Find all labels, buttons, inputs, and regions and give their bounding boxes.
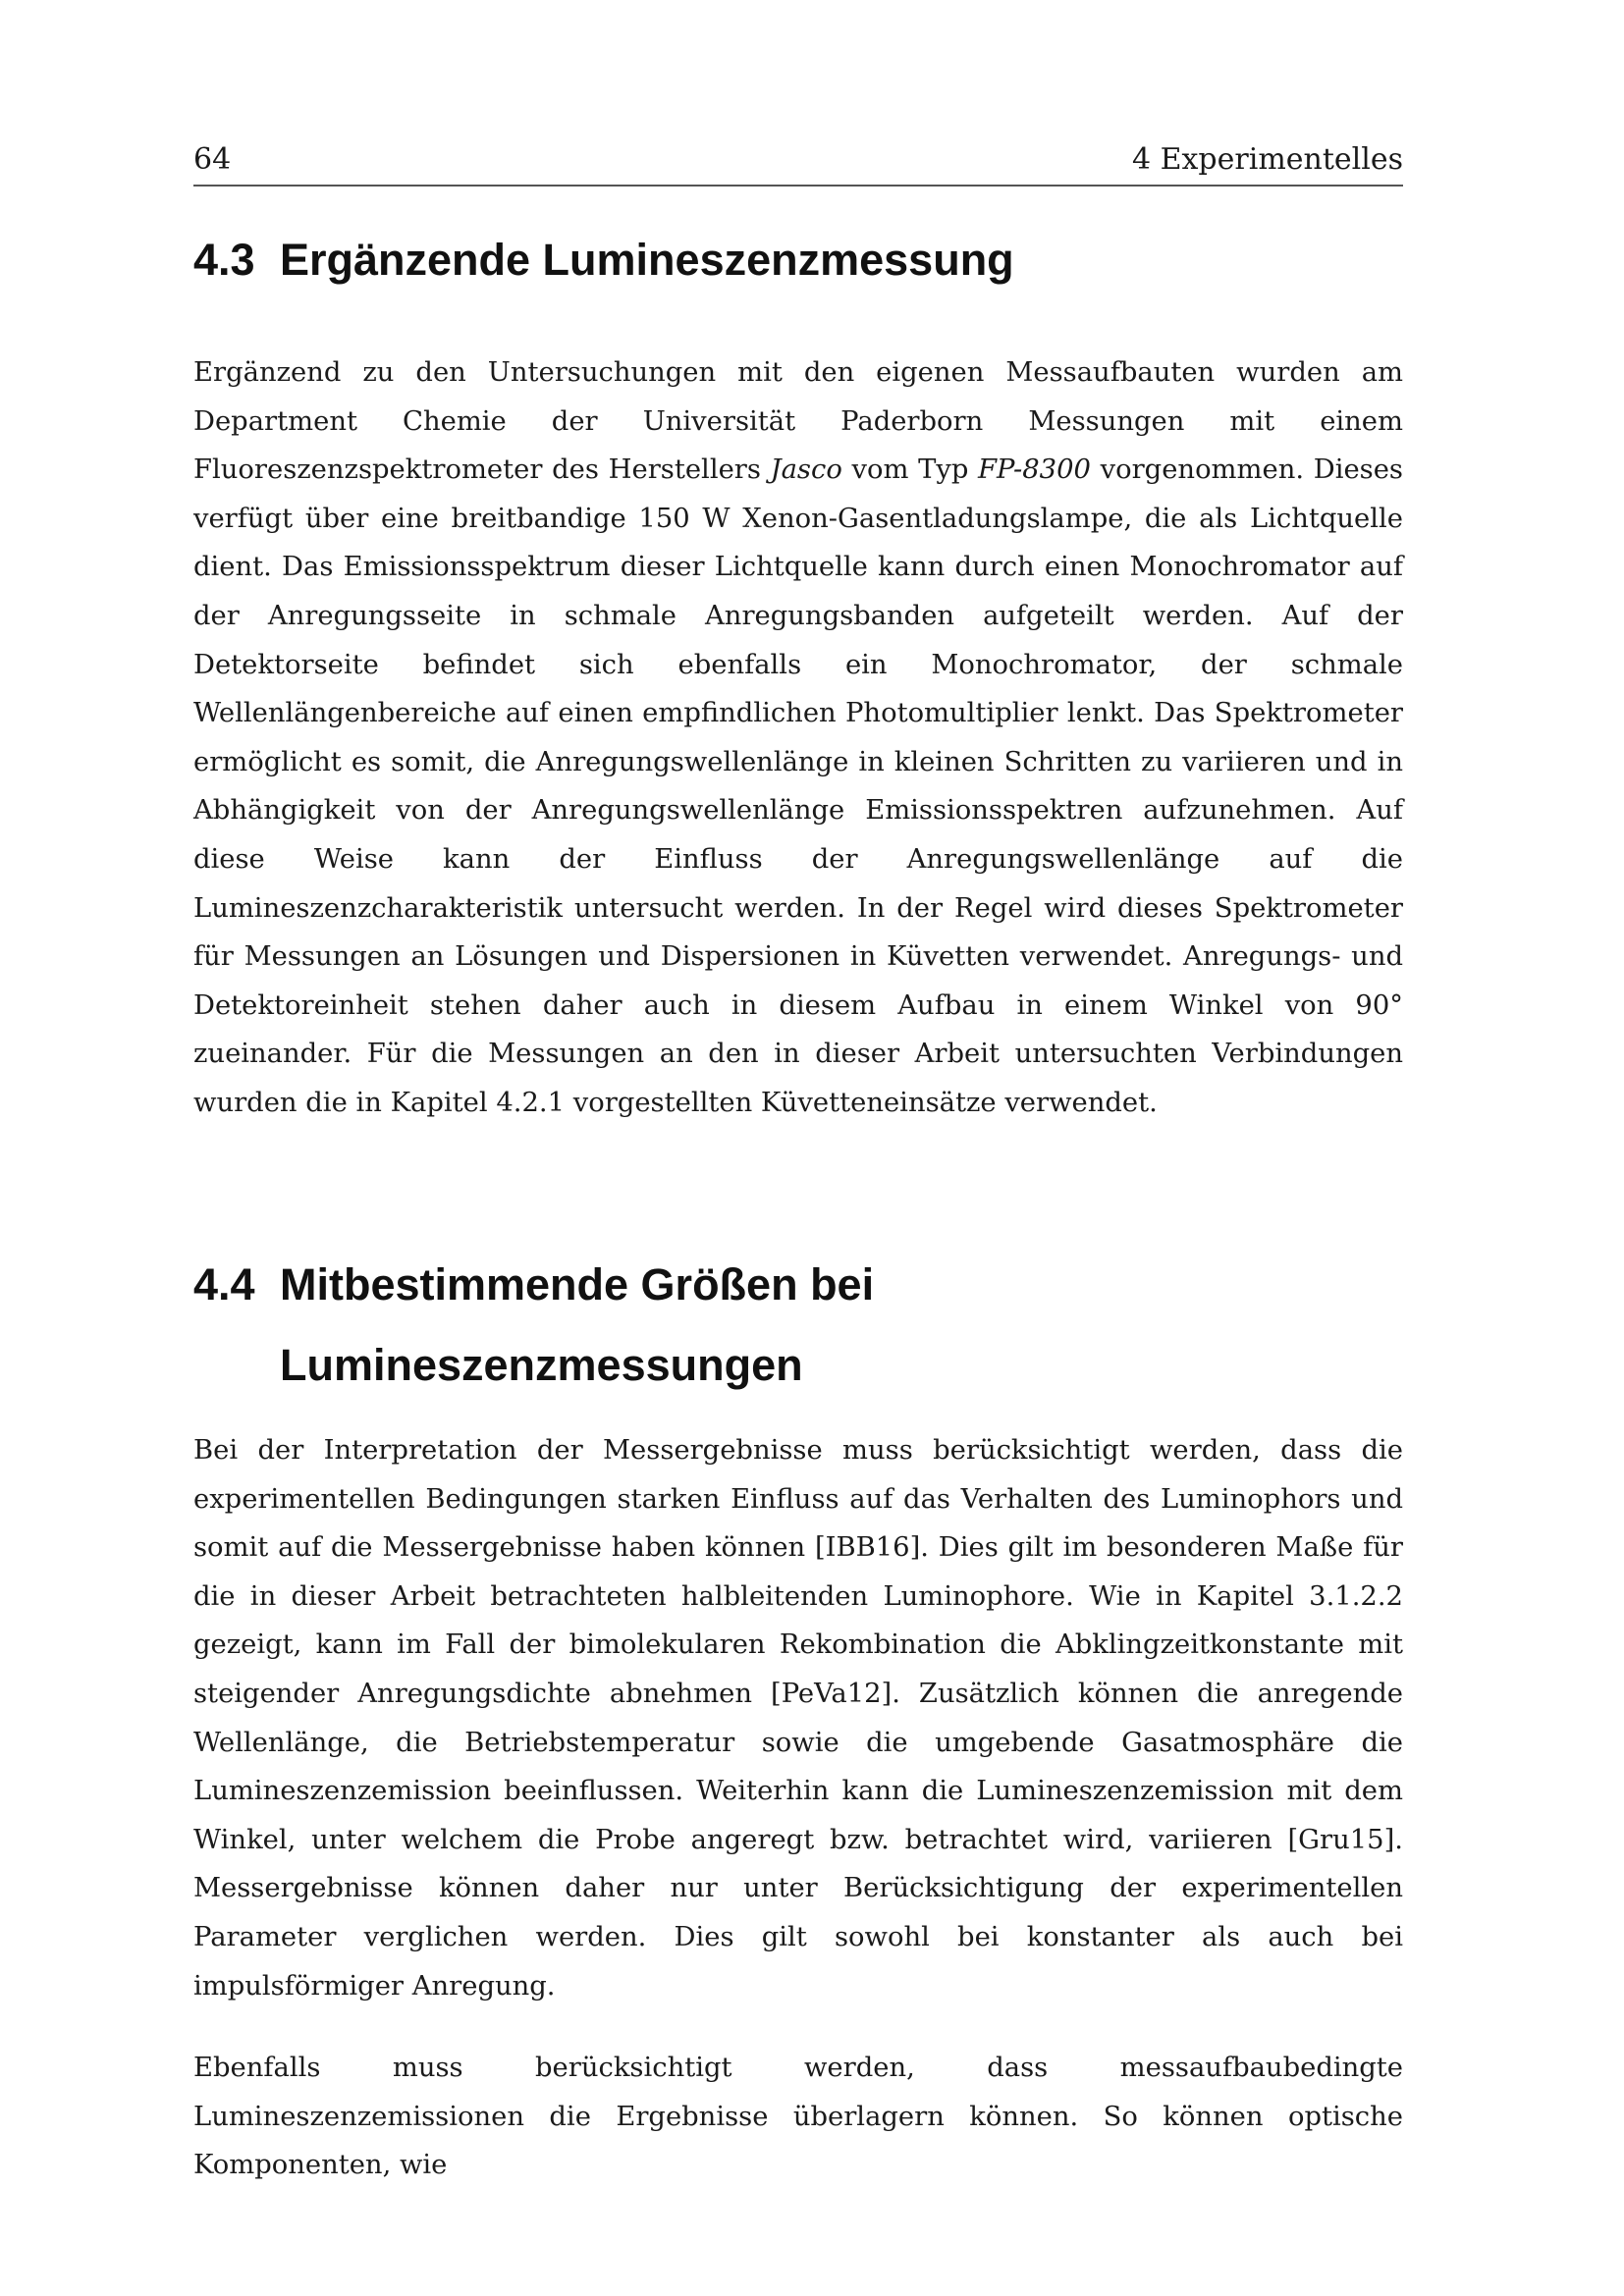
- manufacturer-name: Jasco: [770, 454, 842, 486]
- paragraph-4-4-a: Bei der Interpretation der Messergebnisse muss berücksichtigt werden, dass die experimentellen Bedingungen starken Einfluss auf das Verhalten des Luminophors und somit auf die Messergebnisse haben können [IBB16]. Dies gilt im besonderen Maße für die in dieser Arbeit betrachteten halbleitenden Luminophore. Wie in Kapitel 3.1.2.2 gezeigt, kann im Fall der bimolekularen Rekombination die Abklingzeitkonstante mit steigender Anregungsdichte abnehmen [PeVa12]. Zusätzlich können die anregende Wellenlänge, die Betriebstemperatur sowie die umgebende Gasatmosphäre die Lumineszenzemission beeinflussen. Weiterhin kann die Lumineszenzemission mit dem Winkel, unter welchem die Probe angeregt bzw. betrachtet wird, variieren [Gru15]. Messergebnisse können daher nur unter Berücksichtigung der experimentellen Parameter verglichen werden. Dies gilt sowohl bei konstanter als auch bei impulsförmiger Anregung.: [193, 1435, 1403, 2002]
- section-title: Ergänzende Lumineszenzmessung: [280, 235, 1014, 285]
- section-number: 4.3: [193, 235, 255, 285]
- running-head: 4 Experimentelles: [1131, 142, 1403, 177]
- paragraph-4-3: [193, 348, 1403, 1128]
- section-heading-4-4: [193, 1245, 874, 1406]
- paragraph-text: vom Typ: [841, 454, 979, 486]
- section-number: 4.4: [193, 1259, 255, 1309]
- section-title-line-1: Mitbestimmende Größen bei: [280, 1259, 875, 1309]
- paragraph-text: vorgenommen. Dieses verfügt über eine breitbandige 150 W Xenon-Gasentladungslampe, die als Lichtquelle dient. Das Emissionsspektrum dieser Lichtquelle kann durch einen Monochromator auf der Anregungsseite in schmale Anregungsbanden aufgeteilt werden. Auf der Detektorseite befindet sich ebenfalls ein Monochromator, der schmale Wellenlängenbereiche auf einen empfindlichen Photomultiplier lenkt. Das Spektrometer ermöglicht es somit, die Anregungswellenlänge in kleinen Schritten zu variieren und in Abhängigkeit von der Anregungswellenlänge Emissionsspektren aufzunehmen. Auf diese Weise kann der Einfluss der Anregungswellenlänge auf die Lumineszenzcharakteristik untersucht werden. In der Regel wird dieses Spektrometer für Messungen an Lösungen und Dispersionen in Küvetten verwendet. Anregungs- und Detektoreinheit stehen daher auch in diesem Aufbau in einem Winkel von 90° zueinander. Für die Messungen an den in dieser Arbeit untersuchten Verbindungen wurden die in Kapitel 4.2.1 vorgestellten Küvetteneinsätze verwendet.: [193, 454, 1403, 1118]
- section-title-line-2: Lumineszenzmessungen: [280, 1340, 803, 1390]
- device-model: FP-8300: [978, 454, 1091, 486]
- paragraph-text: Ergänzend zu den Untersuchungen mit den eigenen Messaufbauten wurden am Department Chemie der Universität Paderborn Messungen mit einem Fluoreszenzspektrometer des Herstellers: [193, 357, 1403, 486]
- section-heading-4-3: [193, 235, 1014, 285]
- paragraph-4-4-b: Ebenfalls muss berücksichtigt werden, dass messaufbaubedingte Lumineszenzemissionen die Ergebnisse überlagern können. So können optische Komponenten, wie: [193, 2053, 1403, 2181]
- page-number: 64: [193, 142, 232, 177]
- page-header: [193, 135, 1403, 187]
